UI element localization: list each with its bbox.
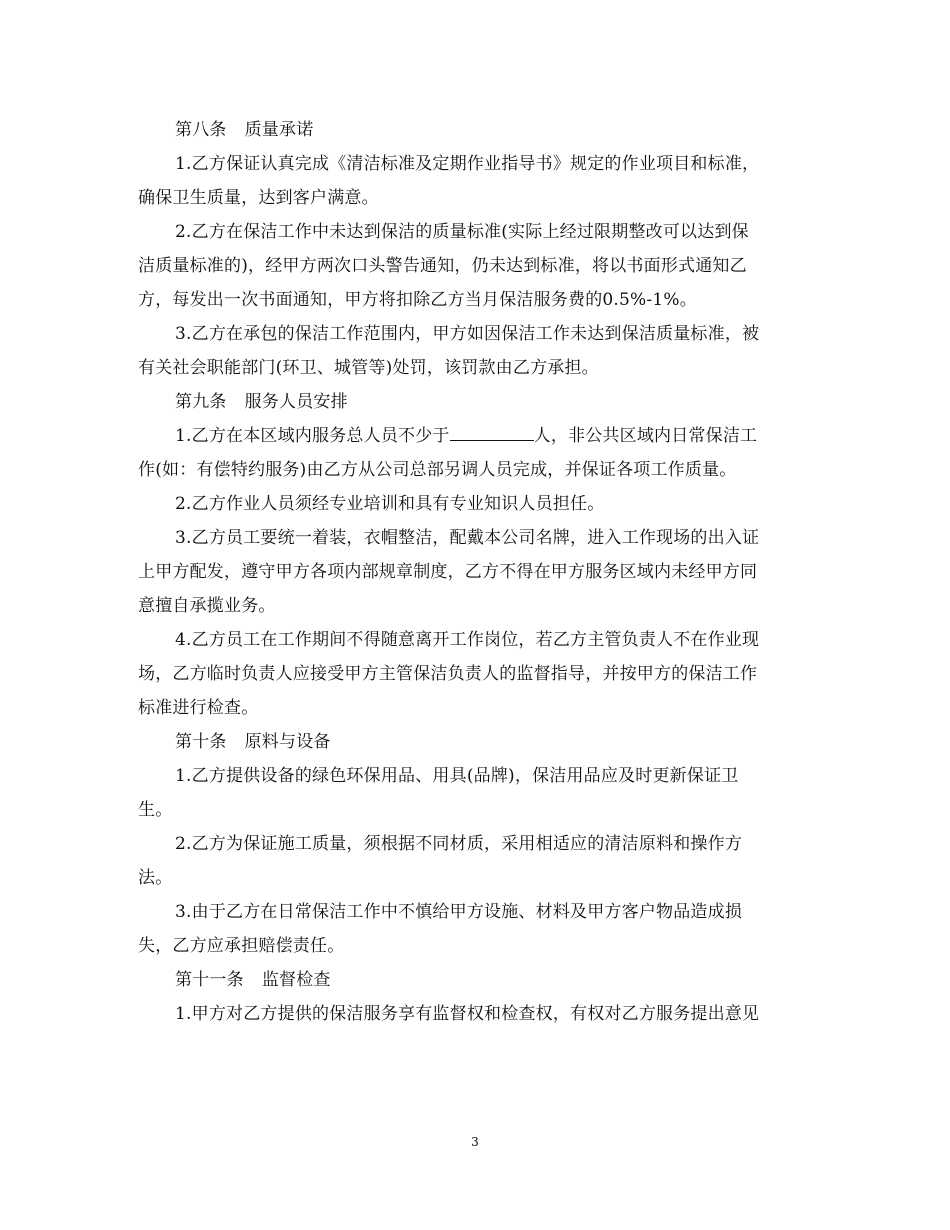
paragraph-line: 3.乙方员工要统一着装，衣帽整洁，配戴本公司名牌，进入工作现场的出入证	[175, 528, 760, 548]
paragraph-line: 作(如：有偿特约服务)由乙方从公司总部另调人员完成，并保证各项工作质量。	[138, 460, 737, 480]
paragraph-line: 标准进行检查。	[138, 698, 259, 718]
article-11-heading	[138, 963, 818, 997]
paragraph-line: 洁质量标准的)，经甲方两次口头警告通知，仍未达到标准，将以书面形式通知乙	[138, 256, 747, 276]
article-title: 原料与设备	[244, 732, 331, 752]
paragraph-line: 1.甲方对乙方提供的保洁服务享有监督权和检查权，有权对乙方服务提出意见	[175, 1004, 760, 1024]
paragraph-line: 2.乙方为保证施工质量，须根据不同材质，采用相适应的清洁原料和操作方	[175, 834, 743, 854]
paragraph-line: 1.乙方在本区域内服务总人员不少于 人，非公共区域内日常保洁工	[175, 426, 758, 446]
paragraph-line: 3.乙方在承包的保洁工作范围内，甲方如因保洁工作未达到保洁质量标准，被	[175, 324, 760, 344]
paragraph-line: 失，乙方应承担赔偿责任。	[138, 936, 345, 956]
article-number: 第九条	[175, 392, 227, 412]
paragraph-line: 意擅自承揽业务。	[138, 596, 276, 616]
paragraph-line: 确保卫生质量，达到客户满意。	[138, 188, 379, 208]
paragraph-line: 2.乙方在保洁工作中未达到保洁的质量标准(实际上经过限期整改可以达到保	[175, 222, 749, 242]
fill-in-blank	[450, 426, 534, 441]
article-title: 质量承诺	[244, 120, 314, 140]
paragraph-line: 2.乙方作业人员须经专业培训和具有专业知识人员担任。	[175, 494, 605, 514]
article-title: 服务人员安排	[244, 392, 348, 412]
paragraph-line: 1.乙方保证认真完成《清洁标准及定期作业指导书》规定的作业项目和标准，	[175, 154, 760, 174]
article-number: 第十条	[175, 732, 227, 752]
article-number: 第八条	[175, 120, 227, 140]
paragraph-line: 4.乙方员工在工作期间不得随意离开工作岗位，若乙方主管负责人不在作业现	[175, 630, 760, 650]
paragraph-line: 有关社会职能部门(环卫、城管等)处罚，该罚款由乙方承担。	[138, 358, 599, 378]
paragraph-line: 3.由于乙方在日常保洁工作中不慎给甲方设施、材料及甲方客户物品造成损	[175, 902, 743, 922]
paragraph-line: 1.乙方提供设备的绿色环保用品、用具(品牌)，保洁用品应及时更新保证卫	[175, 766, 739, 786]
paragraph-line: 法。	[138, 868, 173, 888]
article-title: 监督检查	[261, 970, 331, 990]
article-8-heading	[138, 113, 818, 147]
page-number: 3	[471, 1135, 479, 1149]
article-9-heading	[138, 385, 818, 419]
paragraph-line: 生。	[138, 800, 173, 820]
paragraph-line: 上甲方配发，遵守甲方各项内部规章制度，乙方不得在甲方服务区域内未经甲方同	[138, 562, 758, 582]
paragraph-line: 场，乙方临时负责人应接受甲方主管保洁负责人的监督指导，并按甲方的保洁工作	[138, 664, 758, 684]
article-number: 第十一条	[175, 970, 244, 990]
paragraph-line: 方，每发出一次书面通知，甲方将扣除乙方当月保洁服务费的0.5%-1%。	[138, 290, 697, 310]
document-body	[138, 113, 818, 1031]
article-10-heading	[138, 725, 818, 759]
